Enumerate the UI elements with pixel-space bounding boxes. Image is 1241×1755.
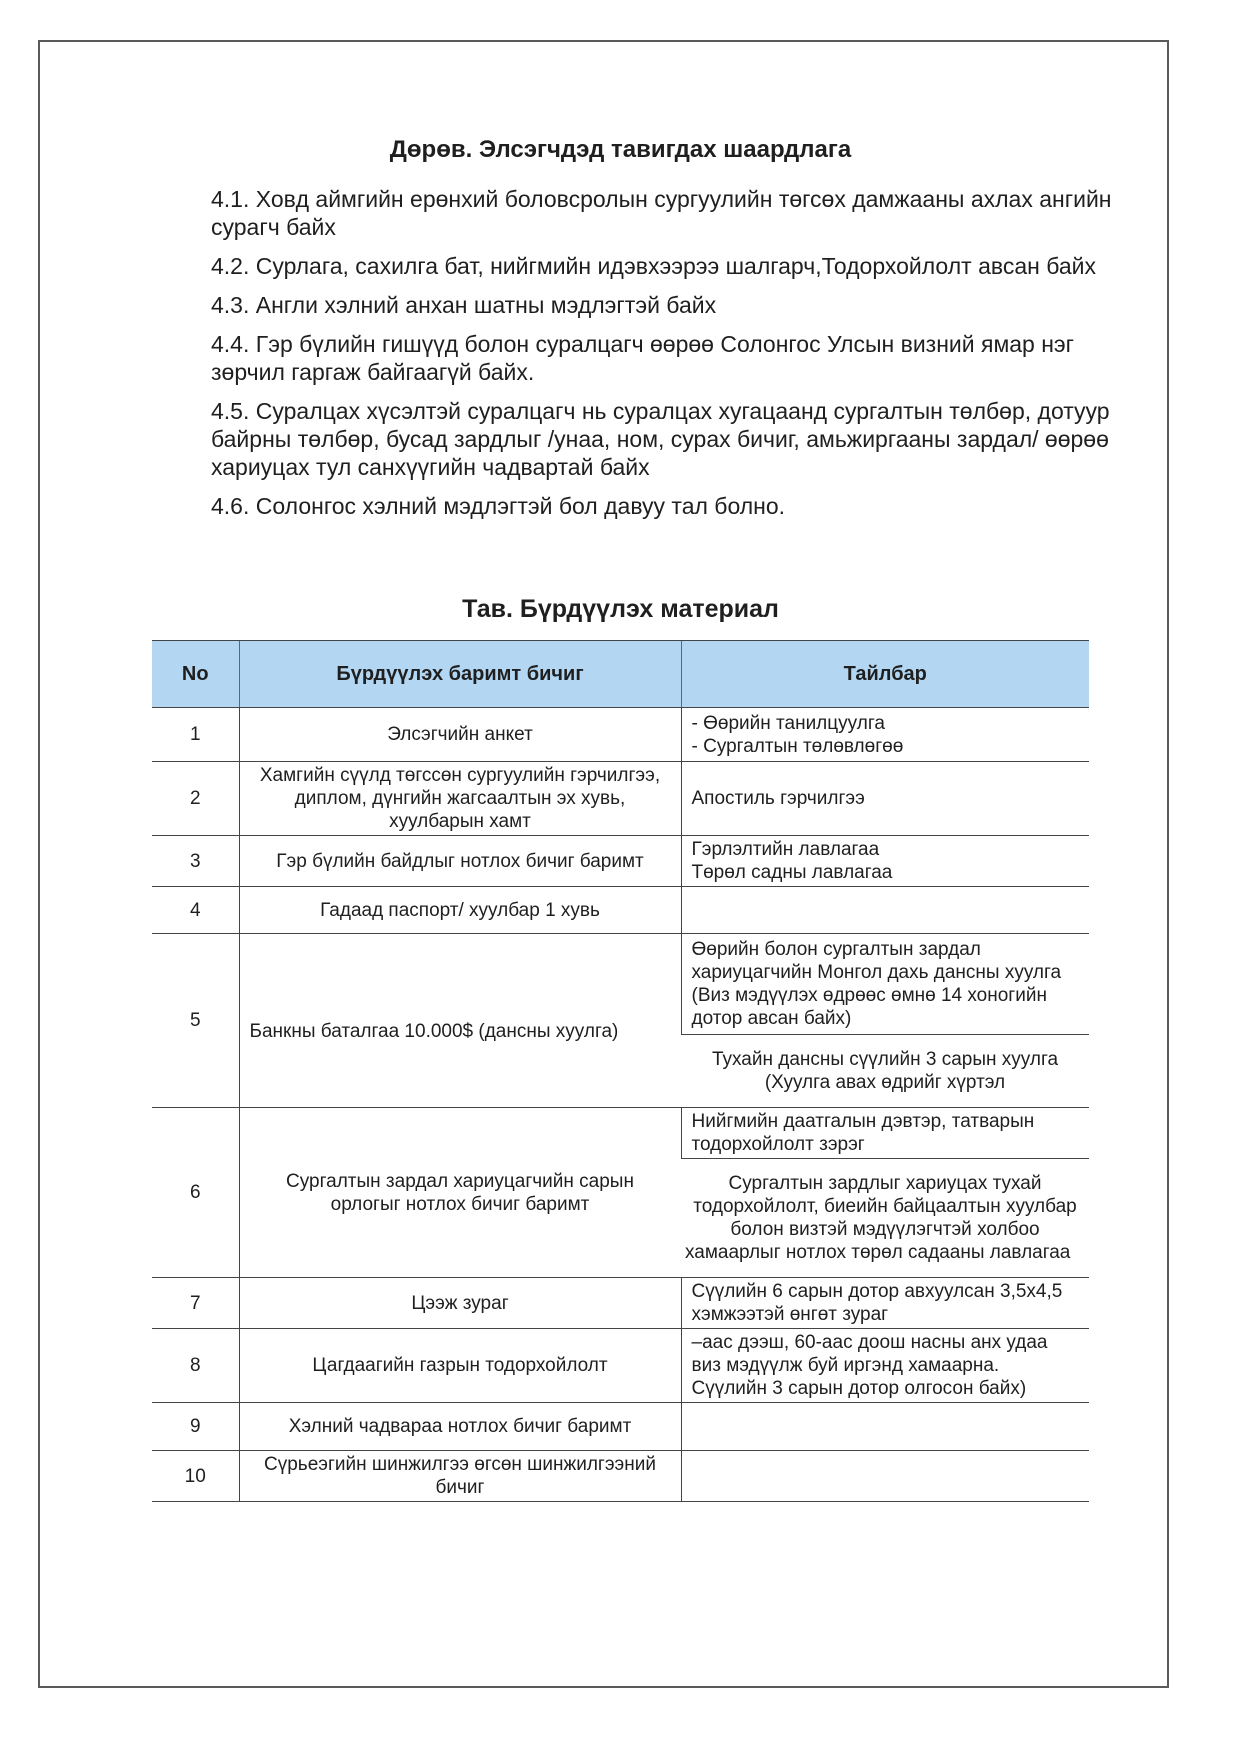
row-number: 9: [152, 1403, 239, 1451]
document-note: [681, 1403, 1089, 1451]
requirement-item: 4.6. Солонгос хэлний мэдлэгтэй бол давуу тал болно.: [211, 493, 786, 519]
document-name: Сүрьеэгийн шинжилгээ өгсөн шинжилгээний бичиг: [239, 1451, 681, 1502]
document-note: Өөрийн болон сургалтын зардал хариуцагчийн Монгол дахь дансны хуулга (Виз мэдүүлэх өдрөөс өмнө 14 хоногийн дотор авсан байх): [681, 934, 1089, 1035]
note-line: - Сургалтын төлөвлөгөө: [691, 735, 904, 757]
table-row: [152, 708, 1089, 762]
row-number: 7: [152, 1278, 239, 1329]
table-row: [152, 1329, 1089, 1403]
row-number: 3: [152, 836, 239, 887]
table-row: [152, 934, 1089, 1035]
requirement-item: 4.2. Сурлага, сахилга бат, нийгмийн идэвхээрээ шалгарч,Тодорхойлолт авсан байх: [211, 253, 1096, 279]
header-no: No: [152, 641, 239, 708]
row-number: 5: [152, 934, 239, 1108]
table-row: [152, 1108, 1089, 1159]
row-number: 4: [152, 887, 239, 934]
document-note: [681, 887, 1089, 934]
document-name: Гадаад паспорт/ хуулбар 1 хувь: [239, 887, 681, 934]
table-header-row: [152, 641, 1089, 708]
document-name: Цээж зураг: [239, 1278, 681, 1329]
document-note: Нийгмийн даатгалын дэвтэр, татварын тодорхойлолт зэрэг: [681, 1108, 1089, 1159]
requirement-item: 4.4. Гэр бүлийн гишүүд болон суралцагч өөрөө Солонгос Улсын визний ямар нэг зөрчил гаргаж байгаагүй байх.: [211, 331, 1075, 385]
document-note: Тухайн дансны сүүлийн 3 сарын хуулга (Хуулга авах өдрийг хүртэл: [681, 1035, 1089, 1108]
document-name: Хэлний чадвараа нотлох бичиг баримт: [239, 1403, 681, 1451]
document-note: –аас дээш, 60-аас доош насны анх удаа виз мэдүүлж буй иргэнд хамаарна. Сүүлийн 3 сарын дотор олгосон байх): [681, 1329, 1089, 1403]
table-heading: Тав. Бүрдүүлэх материал: [462, 595, 779, 623]
requirement-item: 4.3. Англи хэлний анхан шатны мэдлэгтэй байх: [211, 292, 717, 318]
header-note: Тайлбар: [681, 641, 1089, 708]
document-note: [681, 836, 1089, 887]
header-document: Бүрдүүлэх баримт бичиг: [239, 641, 681, 708]
document-name: Гэр бүлийн байдлыг нотлох бичиг баримт: [239, 836, 681, 887]
document-name: Банкны баталгаа 10.000$ (дансны хуулга): [239, 934, 681, 1108]
table-row: [152, 836, 1089, 887]
requirement-item: 4.5. Суралцах хүсэлтэй суралцагч нь суралцах хугацаанд сургалтын төлбөр, дотуур байрны төлбөр, бусад зардлыг /унаа, ном, сурах бичиг, амьжиргааны зардал/ өөрөө хариуцах тул санхүүгийн чадвартай байх: [211, 398, 1110, 480]
document-note: Сургалтын зардлыг хариуцах тухай тодорхойлолт, биеийн байцаалтын хуулбар болон визтэй мэдүүлэгчтэй холбоо хамаарлыг нотлох төрөл садааны лавлагаа: [681, 1159, 1089, 1278]
section-heading: Дөрөв. Элсэгчдэд тавигдах шаардлага: [389, 136, 852, 163]
table-row: [152, 762, 1089, 836]
document-name: Хамгийн сүүлд төгссөн сургуулийн гэрчилгээ, диплом, дүнгийн жагсаалтын эх хувь, хуулбарын хамт: [239, 762, 681, 836]
document-name: Цагдаагийн газрын тодорхойлолт: [239, 1329, 681, 1403]
table-row: [152, 1451, 1089, 1502]
table-row: [152, 1278, 1089, 1329]
note-line: - Өөрийн танилцуулга: [691, 712, 885, 734]
document-name: Сургалтын зардал хариуцагчийн сарын орлогыг нотлох бичиг баримт: [239, 1108, 681, 1278]
table-row: [152, 887, 1089, 934]
documents-table: [152, 640, 1089, 1502]
requirements-list: [211, 185, 1116, 531]
row-number: 6: [152, 1108, 239, 1278]
requirement-item: 4.1. Ховд аймгийн ерөнхий боловсролын сургуулийн төгсөх дамжааны ахлах ангийн сурагч байх: [211, 186, 1112, 240]
document-name: Элсэгчийн анкет: [239, 708, 681, 762]
row-number: 10: [152, 1451, 239, 1502]
document-note: [681, 1451, 1089, 1502]
note-line: Төрөл садны лавлагаа: [691, 862, 893, 883]
document-note: Апостиль гэрчилгээ: [681, 762, 1089, 836]
row-number: 2: [152, 762, 239, 836]
document-note: [681, 708, 1089, 762]
note-line: Гэрлэлтийн лавлагаа: [691, 839, 880, 860]
row-number: 1: [152, 708, 239, 762]
table-row: [152, 1403, 1089, 1451]
row-number: 8: [152, 1329, 239, 1403]
document-note: Сүүлийн 6 сарын дотор авхуулсан 3,5х4,5 хэмжээтэй өнгөт зураг: [681, 1278, 1089, 1329]
